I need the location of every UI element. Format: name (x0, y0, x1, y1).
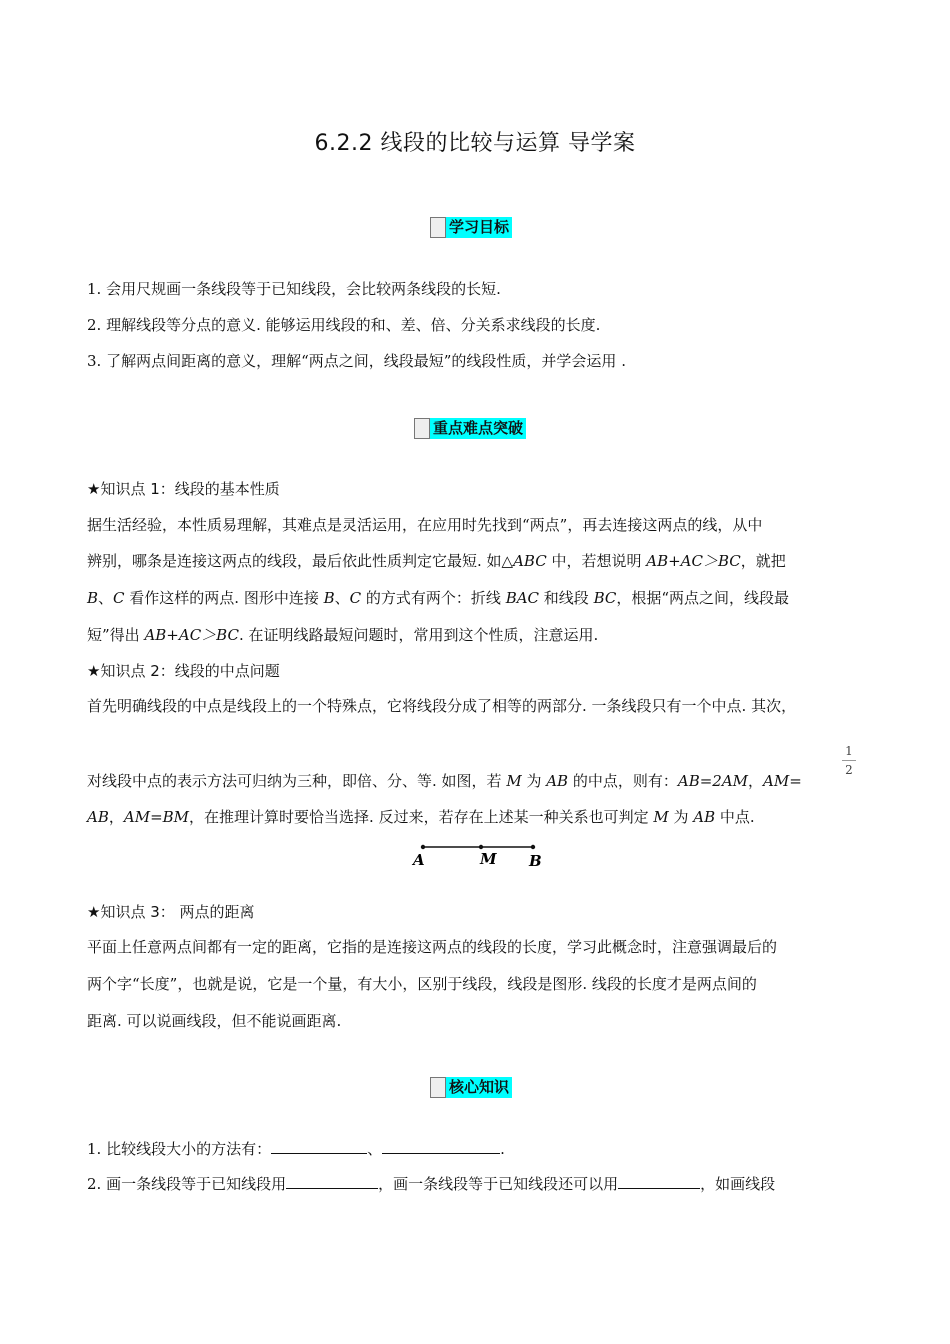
label-m: M (480, 850, 497, 868)
section-heading-label: 学习目标 (446, 217, 512, 238)
heading-box-icon (430, 1077, 446, 1098)
kp2-line: 首先明确线段的中点是线段上的一个特殊点，它将线段分成了相等的两部分. 一条线段只有一个中点. 其次， (87, 697, 797, 715)
knowledge-point-1-title: ★知识点 1：线段的基本性质 (87, 480, 280, 498)
core-question-1: 1. 比较线段大小的方法有： 、 . (87, 1140, 505, 1158)
fraction-one-half: 1 2 (842, 744, 856, 777)
point-a (421, 845, 425, 849)
kp3-line: 两个字“长度”，也就是说，它是一个量，有大小，区别于线段，线段是图形. 线段的长度才是两点间的 (87, 975, 757, 993)
goal-item: 1. 会用尺规画一条线段等于已知线段，会比较两条线段的长短. (87, 280, 501, 298)
kp3-line: 平面上任意两点间都有一定的距离，它指的是连接这两点的线段的长度，学习此概念时，注意强调最后的 (87, 938, 778, 956)
core-question-2: 2. 画一条线段等于已知线段用 ，画一条线段等于已知线段还可以用 ，如画线段 (87, 1175, 776, 1193)
kp1-line: B、C 看作这样的两点. 图形中连接 B、C 的方式有两个：折线 BAC 和线段 BC，根据“两点之间，线段最 (87, 589, 790, 607)
kp2-line: AB，AM=BM，在推理计算时要恰当选择. 反过来，若存在上述某一种关系也可判定 M 为 AB 中点. (87, 808, 755, 826)
answer-blank[interactable] (271, 1138, 367, 1154)
kp1-line: 辨别，哪条是连接这两点的线段，最后依此性质判定它最短. 如△ABC 中，若想说明 AB+AC＞BC，就把 (87, 552, 786, 570)
page-title: 6.2.2 线段的比较与运算 导学案 (314, 131, 636, 156)
kp1-line: 据生活经验，本性质易理解，其难点是灵活运用，在应用时先找到“两点”，再去连接这两点的线，从中 (87, 516, 763, 534)
section-heading-label: 核心知识 (446, 1077, 512, 1098)
kp3-line: 距离. 可以说画线段，但不能说画距离. (87, 1012, 342, 1030)
point-b (531, 845, 535, 849)
answer-blank[interactable] (618, 1173, 700, 1189)
goal-item: 3. 了解两点间距离的意义，理解“两点之间，线段最短”的线段性质，并学会运用 . (87, 352, 626, 370)
section-heading-label: 重点难点突破 (430, 418, 526, 439)
section-heading-key (414, 418, 526, 439)
knowledge-point-3-title: ★知识点 3： 两点的距离 (87, 903, 255, 921)
goal-item: 2. 理解线段等分点的意义. 能够运用线段的和、差、倍、分关系求线段的长度. (87, 316, 601, 334)
label-b: B (529, 852, 542, 870)
heading-box-icon (414, 418, 430, 439)
segment-figure (405, 838, 555, 874)
heading-box-icon (430, 217, 446, 238)
kp2-line: 对线段中点的表示方法可归纳为三种，即倍、分、等. 如图，若 M 为 AB 的中点，则有：AB=2AM，AM= (87, 772, 802, 790)
section-heading-core (430, 1077, 512, 1098)
label-a: A (413, 851, 425, 869)
kp1-line: 短”得出 AB+AC＞BC. 在证明线路最短问题时，常用到这个性质，注意运用. (87, 626, 599, 644)
answer-blank[interactable] (286, 1173, 378, 1189)
section-heading-goals (430, 217, 512, 238)
answer-blank[interactable] (382, 1138, 500, 1154)
knowledge-point-2-title: ★知识点 2：线段的中点问题 (87, 662, 280, 680)
point-m (479, 845, 483, 849)
